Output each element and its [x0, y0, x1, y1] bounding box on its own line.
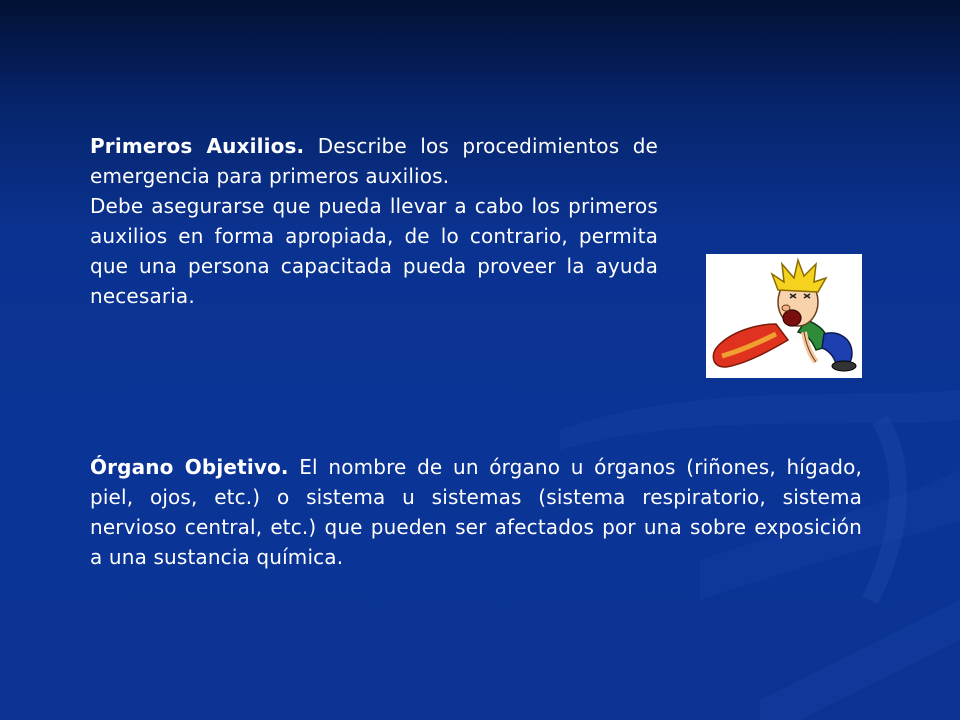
first-aid-intro: Describe los procedimientos de emergencia para primeros auxilios.: [90, 134, 658, 188]
first-aid-paragraph: [90, 131, 658, 191]
target-organ-body: El nombre de un órgano u órganos (riñones, hígado, piel, ojos, etc.) o sistema u sistemas (sistema respiratorio, sistema nervioso central, etc.) que pueden ser afectados por una sobre exposición a una sustancia química.: [90, 455, 862, 569]
target-organ-section: [90, 452, 862, 572]
illustration-frame: [706, 254, 862, 378]
sick-cartoon-figure-icon: [706, 254, 862, 378]
first-aid-body: Debe asegurarse que pueda llevar a cabo los primeros auxilios en forma apropiada, de lo contrario, permita que una persona capacitada pueda proveer la ayuda necesaria.: [90, 194, 658, 308]
target-organ-paragraph: [90, 452, 862, 572]
first-aid-title: Primeros Auxilios.: [90, 134, 305, 158]
target-organ-title: Órgano Objetivo.: [90, 455, 289, 479]
first-aid-section: [90, 131, 658, 311]
